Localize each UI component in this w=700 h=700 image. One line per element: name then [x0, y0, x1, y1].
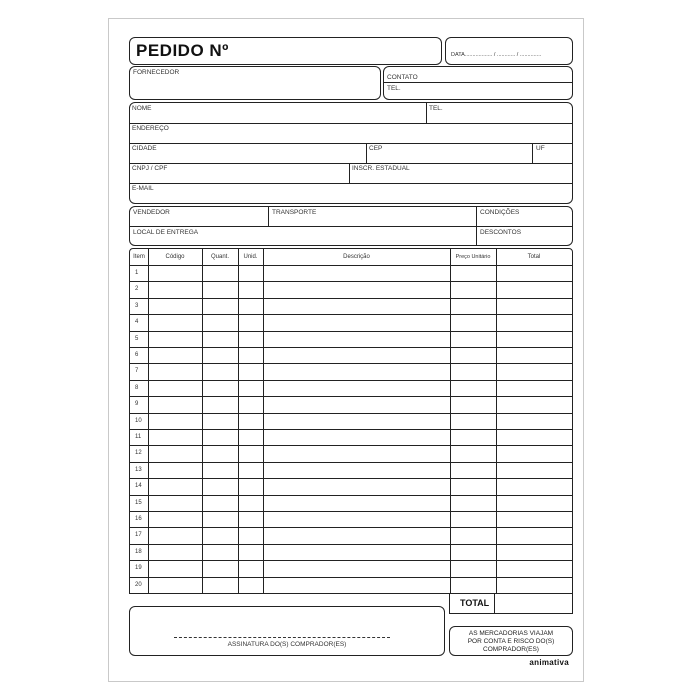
table-row-number: 9 — [135, 401, 139, 408]
table-row-number: 4 — [135, 319, 139, 326]
items-table — [129, 248, 573, 594]
client-tel-label: TEL. — [429, 105, 443, 112]
col-divider — [263, 249, 264, 593]
table-row[interactable] — [130, 577, 572, 578]
table-row[interactable] — [130, 298, 572, 299]
descontos-label: DESCONTOS — [480, 229, 522, 236]
table-row[interactable] — [130, 429, 572, 430]
email-label: E-MAIL — [132, 185, 154, 192]
total-divider — [494, 594, 495, 613]
col-divider — [496, 249, 497, 593]
table-row-number: 8 — [135, 384, 139, 391]
table-row-number: 19 — [135, 565, 142, 572]
date-box[interactable] — [445, 37, 573, 65]
header-divider — [130, 265, 572, 266]
table-row[interactable] — [130, 363, 572, 364]
table-row-number: 15 — [135, 499, 142, 506]
cnpj-inscr-divider — [349, 163, 350, 183]
table-row[interactable] — [130, 511, 572, 512]
signature-label: ASSINATURA DO(S) COMPRADOR(ES) — [227, 641, 347, 648]
col-divider — [148, 249, 149, 593]
cep-uf-divider — [532, 143, 533, 163]
title-box — [129, 37, 442, 65]
table-row-number: 18 — [135, 548, 142, 555]
table-row[interactable] — [130, 445, 572, 446]
table-row-number: 14 — [135, 483, 142, 490]
delivery-box — [129, 206, 573, 246]
brand-logo: animativa — [529, 658, 569, 667]
uf-label: UF — [536, 145, 545, 152]
order-form-sheet — [108, 18, 584, 682]
fornecedor-label: FORNECEDOR — [133, 69, 180, 76]
total-box — [449, 594, 573, 614]
table-row-number: 1 — [135, 270, 139, 276]
table-row[interactable] — [130, 331, 572, 332]
notice-line-2: POR CONTA E RISCO DO(S) — [467, 638, 555, 645]
col-divider — [238, 249, 239, 593]
notice-line-1: AS MERCADORIAS VIAJAM — [468, 630, 554, 637]
table-row[interactable] — [130, 478, 572, 479]
delivery-line-1 — [130, 226, 572, 227]
signature-line — [174, 637, 390, 638]
endereco-label: ENDEREÇO — [132, 125, 169, 132]
client-line-1 — [130, 123, 572, 124]
client-line-4 — [130, 183, 572, 184]
col-divider — [202, 249, 203, 593]
cep-label: CEP — [369, 145, 383, 152]
contact-tel-label: TEL. — [387, 85, 401, 92]
table-row[interactable] — [130, 281, 572, 282]
table-row-number: 12 — [135, 450, 142, 457]
transporte-label: TRANSPORTE — [272, 209, 317, 216]
table-row[interactable] — [130, 560, 572, 561]
table-row-number: 10 — [135, 417, 142, 424]
table-row-number: 13 — [135, 466, 142, 473]
col-divider — [450, 249, 451, 593]
nome-label: NOME — [132, 105, 152, 112]
table-row[interactable] — [130, 314, 572, 315]
supplier-box — [129, 66, 381, 100]
col-header-unid: Unid. — [243, 254, 258, 260]
table-row[interactable] — [130, 396, 572, 397]
nome-tel-divider — [426, 103, 427, 123]
local-entrega-label: LOCAL DE ENTREGA — [133, 229, 199, 236]
table-row-number: 7 — [135, 368, 139, 375]
notice-box — [449, 626, 573, 656]
table-row-number: 6 — [135, 352, 139, 358]
cnpj-label: CNPJ / CPF — [132, 165, 168, 172]
table-row-number: 11 — [135, 434, 142, 440]
contato-label: CONTATO — [387, 74, 418, 81]
table-row-number: 20 — [135, 581, 142, 588]
table-row[interactable] — [130, 544, 572, 545]
table-row[interactable] — [130, 380, 572, 381]
table-row-number: 17 — [135, 532, 142, 539]
signature-box — [129, 606, 445, 656]
col-header-codigo: Código — [165, 254, 185, 260]
table-row-number: 16 — [135, 516, 142, 522]
total-label: TOTAL — [460, 598, 490, 608]
cidade-cep-divider — [366, 143, 367, 163]
table-row[interactable] — [130, 527, 572, 528]
col-header-preco: Preço Unitário — [455, 254, 491, 260]
condicoes-label: CONDIÇÕES — [480, 209, 520, 216]
vendedor-transporte-divider — [268, 207, 269, 226]
table-row-number: 5 — [135, 335, 139, 342]
table-row[interactable] — [130, 413, 572, 414]
col-header-quant: Quant. — [210, 254, 229, 260]
table-row-number: 2 — [135, 286, 139, 293]
table-row-number: 3 — [135, 302, 139, 309]
col-header-item: Item — [133, 254, 145, 260]
col-header-descricao: Descrição — [343, 254, 370, 260]
client-line-3 — [130, 163, 572, 164]
contact-box — [383, 66, 573, 100]
client-line-2 — [130, 143, 572, 144]
col-header-total: Total — [527, 254, 541, 260]
cidade-label: CIDADE — [132, 145, 157, 152]
table-row[interactable] — [130, 347, 572, 348]
vendedor-label: VENDEDOR — [133, 209, 170, 216]
contact-divider — [384, 82, 572, 83]
table-row[interactable] — [130, 495, 572, 496]
client-box — [129, 102, 573, 204]
inscr-label: INSCR. ESTADUAL — [352, 165, 410, 172]
notice-line-3: COMPRADOR(ES) — [483, 646, 539, 653]
table-row[interactable] — [130, 462, 572, 463]
page-title: PEDIDO Nº — [136, 41, 229, 60]
date-label: DATA.................. / ............ / .............. — [451, 52, 542, 58]
